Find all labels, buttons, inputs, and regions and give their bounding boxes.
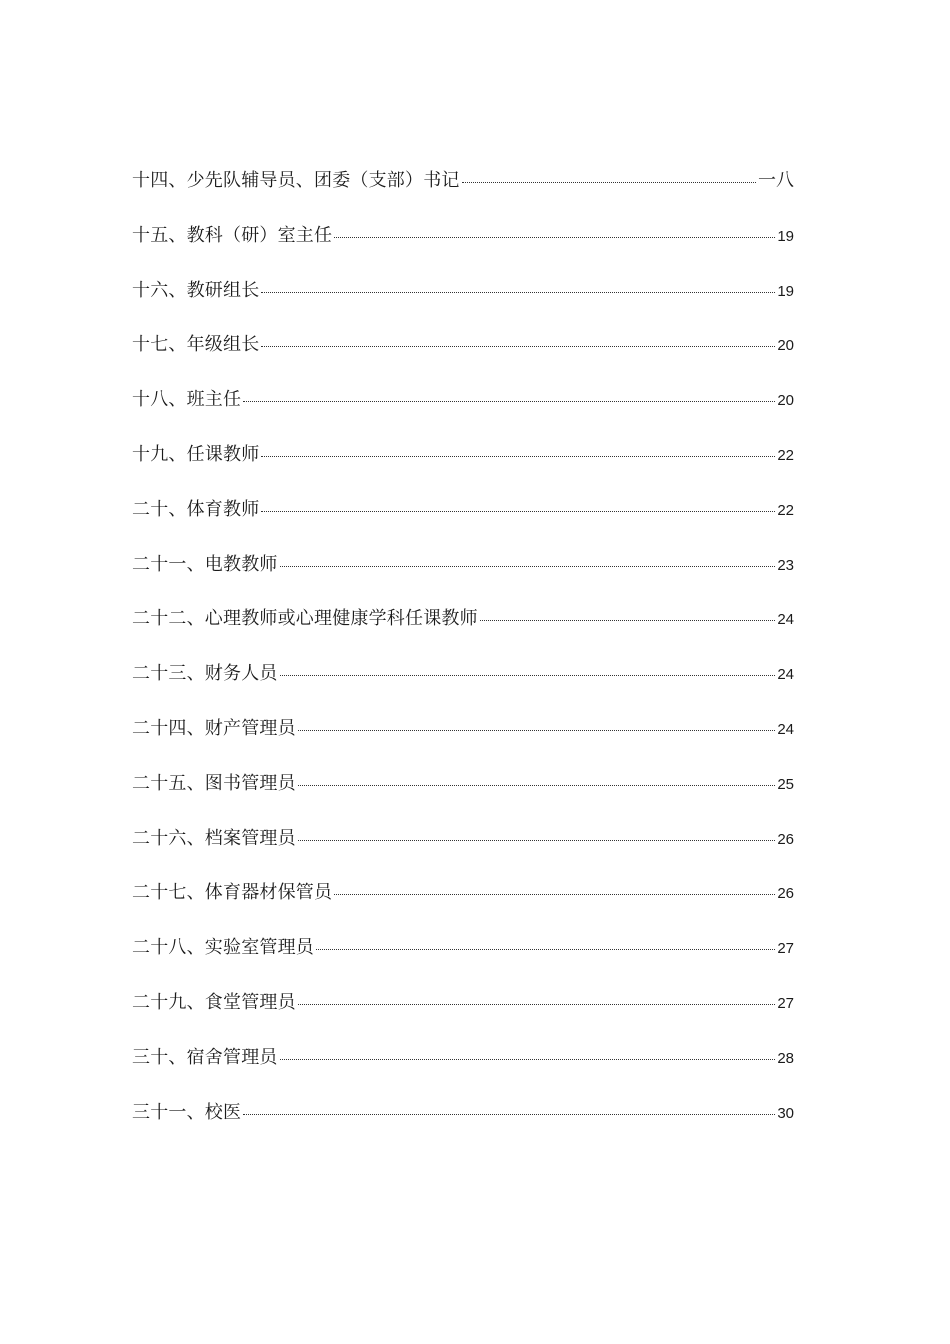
toc-entry-page: 30 [777,1104,794,1122]
toc-dot-leader [298,840,776,841]
toc-entry-page: 24 [777,720,794,738]
toc-entry[interactable] [132,1039,794,1094]
toc-dot-leader [316,949,775,950]
toc-entry-title: 十九、任课教师 [132,443,260,465]
toc-entry-title: 十七、年级组长 [132,334,260,356]
toc-entry-title: 三十一、校医 [132,1101,242,1123]
toc-entry-page: 27 [777,940,794,958]
toc-dot-leader [334,894,775,895]
toc-entry-title: 二十八、实验室管理员 [132,937,314,959]
toc-dot-leader [462,182,756,183]
toc-dot-leader [298,730,776,731]
toc-dot-leader [334,237,775,238]
toc-dot-leader [280,566,776,567]
toc-entry-title: 十四、少先队辅导员、团委（支部）书记 [132,170,460,191]
toc-dot-leader [261,292,775,293]
toc-dot-leader [243,1114,775,1115]
toc-entry-page: 24 [777,611,794,629]
toc-entry-title: 三十、宿舍管理员 [132,1046,278,1068]
toc-entry-page: 20 [777,392,794,410]
toc-entry[interactable] [132,1094,794,1149]
toc-entry[interactable] [132,546,794,601]
toc-dot-leader [261,346,775,347]
toc-entry[interactable] [132,600,794,655]
toc-entry-page: 19 [777,282,794,300]
toc-entry-page: 26 [777,830,794,848]
toc-entry-title: 二十七、体育器材保管员 [132,882,333,904]
toc-entry-title: 二十一、电教教师 [132,553,278,575]
toc-entry[interactable] [132,326,794,381]
toc-dot-leader [261,511,775,512]
toc-entry-page: 27 [777,994,794,1012]
toc-entry-title: 二十二、心理教师或心理健康学科任课教师 [132,608,478,630]
toc-entry-title: 二十四、财产管理员 [132,717,296,739]
toc-entry-title: 二十六、档案管理员 [132,827,296,849]
toc-entry-page: 20 [777,337,794,355]
toc-entry[interactable] [132,765,794,820]
toc-entry-page: 22 [777,501,794,519]
toc-entry-page: 26 [777,885,794,903]
toc-entry-page: 22 [777,446,794,464]
table-of-contents [132,162,794,1148]
toc-dot-leader [298,785,776,786]
toc-entry-title: 二十九、食堂管理员 [132,991,296,1013]
toc-entry-title: 二十、体育教师 [132,498,260,520]
toc-entry[interactable] [132,162,794,217]
toc-entry[interactable] [132,655,794,710]
toc-dot-leader [243,401,775,402]
toc-entry-title: 十五、教科（研）室主任 [132,224,333,246]
toc-entry[interactable] [132,491,794,546]
toc-entry[interactable] [132,820,794,875]
toc-entry-page: 25 [777,775,794,793]
toc-entry[interactable] [132,710,794,765]
toc-entry[interactable] [132,272,794,327]
toc-entry[interactable] [132,381,794,436]
toc-entry-title: 十八、班主任 [132,389,242,411]
toc-entry-title: 二十三、财务人员 [132,663,278,685]
toc-entry-page: 23 [777,556,794,574]
toc-entry[interactable] [132,436,794,491]
toc-dot-leader [261,456,775,457]
toc-entry-page: 24 [777,666,794,684]
toc-entry[interactable] [132,874,794,929]
toc-dot-leader [480,620,776,621]
toc-entry-page: 一八 [758,170,794,191]
toc-dot-leader [280,675,776,676]
toc-entry-page: 28 [777,1049,794,1067]
toc-entry[interactable] [132,217,794,272]
toc-dot-leader [280,1059,776,1060]
toc-entry[interactable] [132,929,794,984]
toc-entry-title: 二十五、图书管理员 [132,772,296,794]
toc-dot-leader [298,1004,776,1005]
toc-entry[interactable] [132,984,794,1039]
toc-entry-title: 十六、教研组长 [132,279,260,301]
toc-entry-page: 19 [777,227,794,245]
